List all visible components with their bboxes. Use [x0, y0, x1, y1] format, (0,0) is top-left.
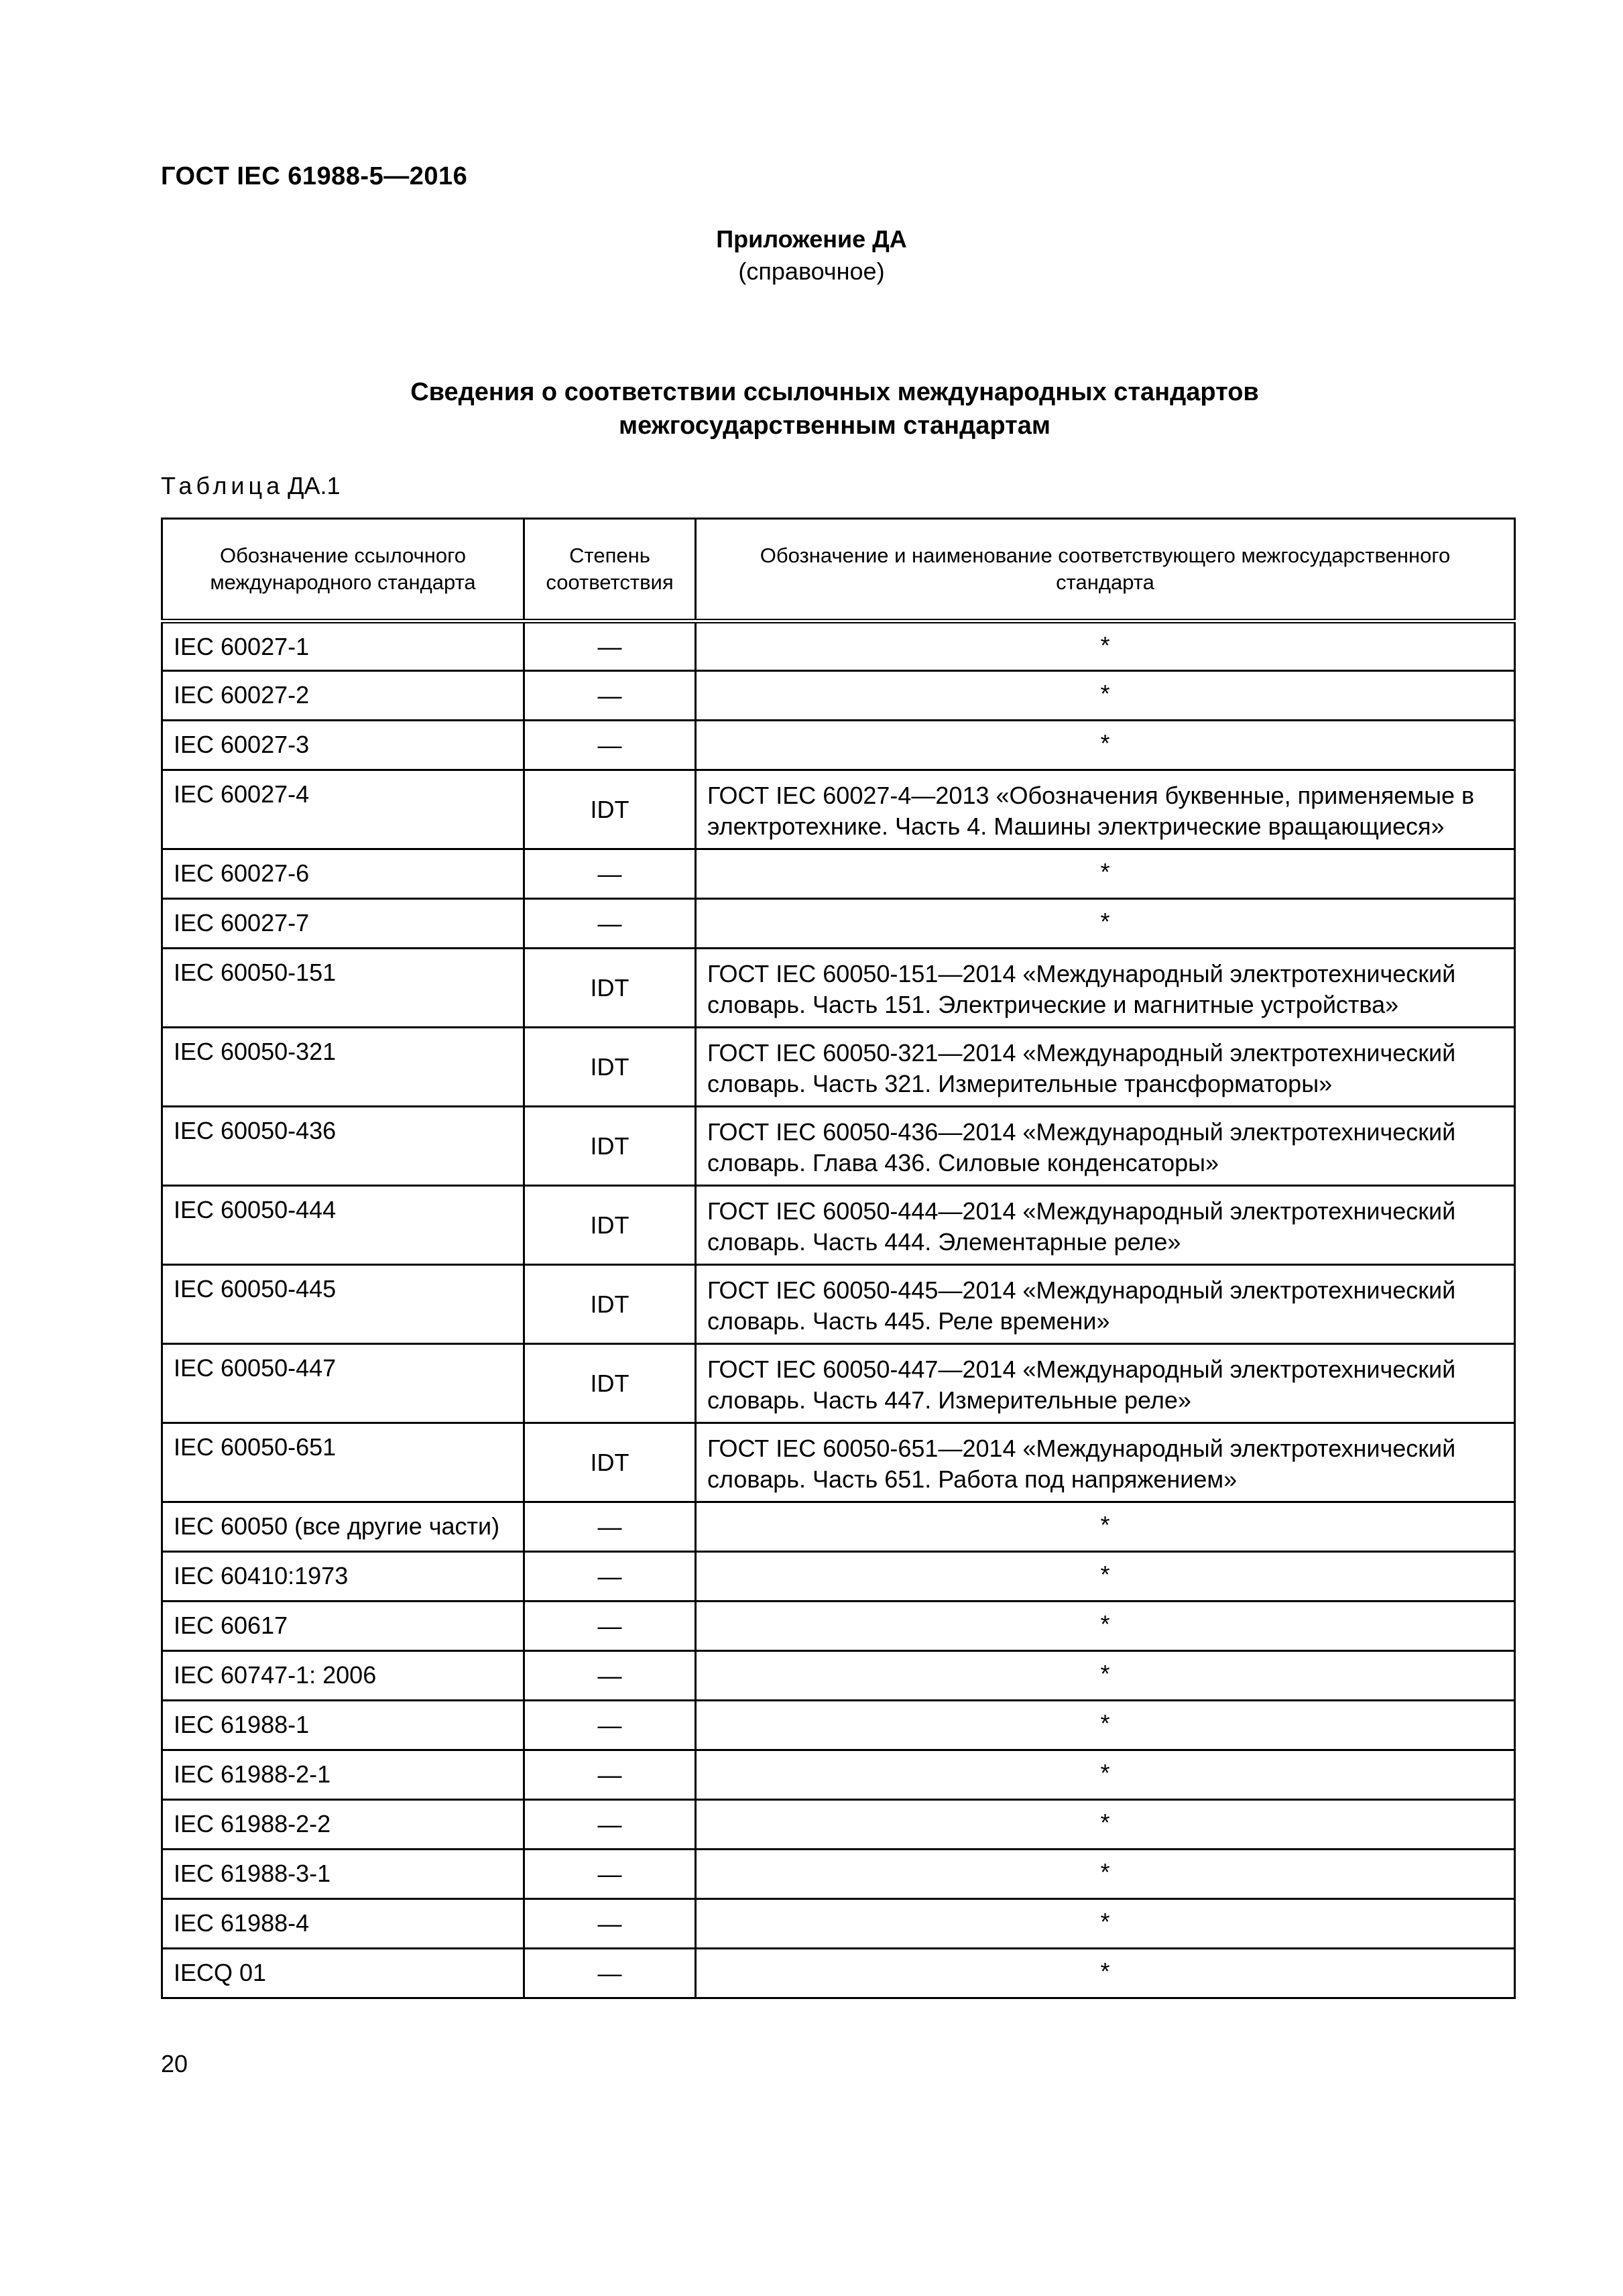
table-row [162, 1423, 1515, 1502]
cell-degree: — [524, 1850, 696, 1899]
cell-national-standard: * [696, 721, 1515, 770]
header-degree: Степень соответствия [524, 519, 696, 621]
table-row [162, 1850, 1515, 1899]
cell-reference-standard: IEC 60050-436 [162, 1107, 524, 1186]
cell-degree: IDT [524, 1344, 696, 1423]
cell-degree: — [524, 1800, 696, 1850]
cell-degree: — [524, 1502, 696, 1552]
cell-reference-standard: IEC 60050-651 [162, 1423, 524, 1502]
table-row [162, 621, 1515, 671]
correspondence-table [161, 518, 1516, 1999]
cell-degree: IDT [524, 1028, 696, 1107]
cell-national-standard: * [696, 1949, 1515, 1998]
cell-reference-standard: IEC 60027-7 [162, 899, 524, 949]
cell-degree: — [524, 849, 696, 899]
cell-national-standard: ГОСТ IEC 60050-436—2014 «Международный электротехнический словарь. Глава 436. Силовые конденсаторы» [696, 1107, 1515, 1186]
cell-reference-standard: IECQ 01 [162, 1949, 524, 1998]
document-code: ГОСТ IEC 61988-5—2016 [161, 162, 468, 190]
table-row [162, 1265, 1515, 1344]
table-row [162, 721, 1515, 770]
cell-reference-standard: IEC 60617 [162, 1602, 524, 1651]
cell-national-standard: * [696, 621, 1515, 671]
cell-national-standard: * [696, 1502, 1515, 1552]
cell-reference-standard: IEC 60027-3 [162, 721, 524, 770]
cell-reference-standard: IEC 60050-445 [162, 1265, 524, 1344]
cell-national-standard: ГОСТ IEC 60050-447—2014 «Международный электротехнический словарь. Часть 447. Измерительные реле» [696, 1344, 1515, 1423]
cell-national-standard: * [696, 849, 1515, 899]
cell-reference-standard: IEC 60027-1 [162, 621, 524, 671]
cell-national-standard: * [696, 899, 1515, 949]
table-row [162, 1502, 1515, 1552]
cell-degree: IDT [524, 949, 696, 1028]
table-row [162, 899, 1515, 949]
cell-national-standard: ГОСТ IEC 60050-651—2014 «Международный электротехнический словарь. Часть 651. Работа под напряжением» [696, 1423, 1515, 1502]
cell-reference-standard: IEC 61988-2-1 [162, 1750, 524, 1800]
cell-reference-standard: IEC 61988-2-2 [162, 1800, 524, 1850]
cell-reference-standard: IEC 60050-151 [162, 949, 524, 1028]
table-row [162, 949, 1515, 1028]
table-header-row [162, 519, 1515, 621]
table-body [162, 621, 1515, 1998]
cell-reference-standard: IEC 60027-6 [162, 849, 524, 899]
appendix-subtitle: (справочное) [738, 257, 885, 285]
cell-reference-standard: IEC 60027-2 [162, 671, 524, 721]
section-title-line1: Сведения о соответствии ссылочных международных стандартов [410, 378, 1259, 406]
cell-degree: — [524, 671, 696, 721]
appendix-heading [0, 223, 1623, 288]
table-row [162, 1186, 1515, 1265]
cell-reference-standard: IEC 60027-4 [162, 770, 524, 849]
cell-reference-standard: IEC 60747-1: 2006 [162, 1651, 524, 1701]
cell-national-standard: ГОСТ IEC 60050-444—2014 «Международный электротехнический словарь. Часть 444. Элементарные реле» [696, 1186, 1515, 1265]
cell-degree: — [524, 1701, 696, 1750]
cell-reference-standard: IEC 60050 (все другие части) [162, 1502, 524, 1552]
cell-degree: — [524, 1651, 696, 1701]
section-title [0, 375, 1623, 442]
header-national-standard: Обозначение и наименование соответствующего межгосударственного стандарта [696, 519, 1515, 621]
cell-national-standard: ГОСТ IEC 60027-4—2013 «Обозначения буквенные, применяемые в электротехнике. Часть 4. Машины электрические вращающиеся» [696, 770, 1515, 849]
cell-reference-standard: IEC 61988-4 [162, 1899, 524, 1949]
cell-reference-standard: IEC 60410:1973 [162, 1552, 524, 1602]
table-row [162, 1344, 1515, 1423]
cell-national-standard: ГОСТ IEC 60050-445—2014 «Международный электротехнический словарь. Часть 445. Реле времени» [696, 1265, 1515, 1344]
cell-reference-standard: IEC 60050-447 [162, 1344, 524, 1423]
cell-national-standard: * [696, 671, 1515, 721]
cell-degree: IDT [524, 1265, 696, 1344]
cell-national-standard: * [696, 1750, 1515, 1800]
cell-national-standard: * [696, 1800, 1515, 1850]
table-caption-number: ДА.1 [288, 472, 341, 499]
cell-degree: — [524, 1899, 696, 1949]
cell-national-standard: ГОСТ IEC 60050-151—2014 «Международный электротехнический словарь. Часть 151. Электрические и магнитные устройства» [696, 949, 1515, 1028]
cell-reference-standard: IEC 61988-3-1 [162, 1850, 524, 1899]
cell-reference-standard: IEC 60050-321 [162, 1028, 524, 1107]
table-row [162, 1800, 1515, 1850]
table-row [162, 1701, 1515, 1750]
table-row [162, 1949, 1515, 1998]
appendix-title: Приложение ДА [716, 225, 907, 253]
cell-national-standard: * [696, 1602, 1515, 1651]
cell-national-standard: * [696, 1701, 1515, 1750]
table-row [162, 671, 1515, 721]
cell-national-standard: * [696, 1651, 1515, 1701]
cell-national-standard: * [696, 1552, 1515, 1602]
cell-national-standard: ГОСТ IEC 60050-321—2014 «Международный электротехнический словарь. Часть 321. Измерительные трансформаторы» [696, 1028, 1515, 1107]
cell-degree: IDT [524, 1107, 696, 1186]
cell-degree: — [524, 1750, 696, 1800]
cell-reference-standard: IEC 61988-1 [162, 1701, 524, 1750]
page-number: 20 [161, 2050, 188, 2077]
table-row [162, 770, 1515, 849]
cell-degree: — [524, 621, 696, 671]
cell-degree: — [524, 1949, 696, 1998]
table-row [162, 1750, 1515, 1800]
table-row [162, 1028, 1515, 1107]
cell-degree: IDT [524, 1423, 696, 1502]
table-row [162, 1651, 1515, 1701]
table-row [162, 1552, 1515, 1602]
table-caption-label: Таблица [161, 472, 284, 499]
cell-national-standard: * [696, 1850, 1515, 1899]
cell-degree: IDT [524, 1186, 696, 1265]
cell-degree: IDT [524, 770, 696, 849]
section-title-line2: межгосударственным стандартам [619, 412, 1050, 440]
table-row [162, 1602, 1515, 1651]
table-row [162, 1107, 1515, 1186]
table-caption [161, 472, 341, 500]
cell-degree: — [524, 899, 696, 949]
table-row [162, 1899, 1515, 1949]
cell-degree: — [524, 721, 696, 770]
table-row [162, 849, 1515, 899]
header-reference-standard: Обозначение ссылочного международного стандарта [162, 519, 524, 621]
cell-degree: — [524, 1602, 696, 1651]
cell-national-standard: * [696, 1899, 1515, 1949]
cell-degree: — [524, 1552, 696, 1602]
cell-reference-standard: IEC 60050-444 [162, 1186, 524, 1265]
